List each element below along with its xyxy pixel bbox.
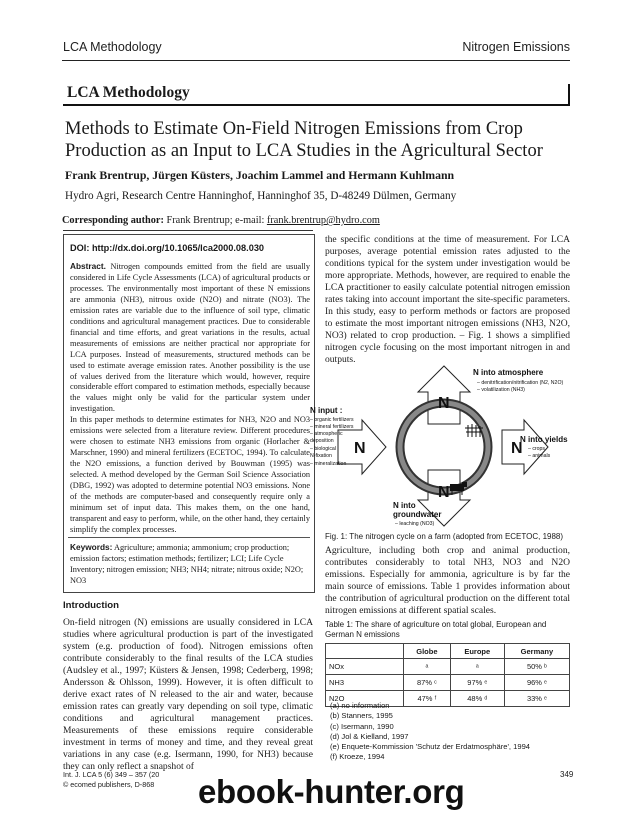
table-header: Europe	[450, 644, 504, 659]
footer-journal	[63, 770, 159, 790]
table-row	[326, 659, 570, 675]
intro-heading: Introduction	[63, 600, 119, 611]
label-leaching: – leaching (NO3)	[395, 521, 435, 527]
section-tag-bracket	[568, 84, 570, 104]
table-cell: 48% ᵈ	[450, 691, 504, 707]
intro-text: On-field nitrogen (N) emissions are usually considered in LCA studies where agricultural production is part of the investigated system (e.g. production of food). Nitrogen emissions often contribute considerably to the final results of the LCA studies (Audsley et al., 1997; Küsters & Jensen, 1998; Cederberg, 1998; Andersson & Ohlsson, 1999). However, it is often difficult to derive exact rates of N released to the air and water, because emission rates can greatly vary depending on soil type, climatic conditions and agricultural management practices. Measurements of these emissions require considerable investment in terms of money and time, and they reveal great variations in any case (e.g. Isermann, 1990, for NH3) because they can only reflect a snapshot of	[63, 617, 313, 772]
label-input-0: – organic fertilizers	[310, 417, 354, 423]
authors: Frank Brentrup, Jürgen Küsters, Joachim Lammel and Hermann Kuhlmann	[65, 168, 455, 182]
table-notes	[330, 701, 530, 763]
footer-publisher-line: © ecomed publishers, D-868	[63, 780, 155, 789]
table-note: (b) Stanners, 1995	[330, 711, 393, 721]
abstract-p2: In this paper methods to determine estimates for NH3, N2O and NO3 emissions were selected from a literature review. Different procedures were chosen to estimate NH3 emissions from organic (Horlacher & Marschner, 1990) and mineral fertilizers (ECETOC, 1994). To calculate the N2O emissions, a function derived by Bouwman (1995) was selected. A method developed by the German Soil Science Association (DBG, 1992) was adopted to determine potential NO3 emissions. None of the methods are computer-based and consequently require only a minimum set of input data. This makes them, on the one hand, transparent and easy to perform, while, on the other hand, they certainly simplify the complex processes.	[70, 415, 310, 534]
right-column-text-2: Agriculture, including both crop and animal production, contributes considerably to total NH3, NO3 and N2O emissions. Especially for ammonia, agriculture is by far the main source of emissions. Table 1 provides information about the contribution of agricultural production on the different total nitrogen emissions at different spatial scales.	[325, 545, 570, 616]
arrow-letter-top: N	[438, 395, 450, 412]
header-rule	[62, 60, 570, 61]
table-note: (e) Enquete-Kommission 'Schutz der Erdatmosphäre', 1994	[330, 742, 531, 752]
email-link[interactable]: frank.brentrup@hydro.com	[266, 215, 380, 226]
table-note: (a) no information	[330, 701, 390, 710]
label-denitrification: – denitrification/nitrification (N2, N2O)	[477, 380, 564, 386]
label-volatilization: – volatilization (NH3)	[477, 387, 525, 393]
abstract-label: Abstract.	[70, 261, 106, 271]
table-cell: ᵃ	[450, 659, 504, 675]
watermark: ebook-hunter.org	[198, 773, 465, 810]
right-column-text: the specific conditions at the time of measurement. For LCA purposes, average potential emission rates adjusted to the conditions typical for the system under investigation would be more appropriate. Methods, however, are required to enable the LCA practitioner to easily calculate potential nitrogen emission rates taking into account important the site-specific parameters. In this study, easy to perform methods or factors are proposed to estimate the most important nitrogen emissions (NH3, N2O, NO3) related to crop production. – Fig. 1 shows a simplified nitrogen cycle focusing on the most important nitrogen in and outputs.	[325, 234, 570, 365]
figure-caption: Fig. 1: The nitrogen cycle on a farm (adopted from ECETOC, 1988)	[325, 532, 564, 541]
table-cell: 47% ᶠ	[404, 691, 451, 707]
abstract-p1: Nitrogen compounds emitted from the field are usually considered in Life Cycle Assessments (LCA) of agricultural products or processes. The environmentally most important of these N emissions are ammonia (NH3), nitrous oxide (N2O) and nitrate (NO3). The emission rates are variable due to the influence of soil type, climatic conditions and agricultural management practices. Due to considerable financial and time efforts, and great variations in the results, actual measurements of emissions are neither practical nor appropriate for LCA purposes. Instead of measurements, structured methods can be used to estimate average emission rates. Another possibility is the use of values derived from the literature which would, however, require considerable effort compared to estimation methods, especially because the values might only be valid for the particular system under investigation.	[70, 262, 310, 414]
label-input-3: deposition	[310, 438, 334, 444]
table-cell: 87% ᶜ	[404, 675, 451, 691]
doi-link[interactable]: DOI: http://dx.doi.org/10.1065/lca2000.08.030	[70, 243, 265, 253]
table-cell: NOx	[326, 659, 404, 675]
table-caption: Table 1: The share of agriculture on total global, European and German N emissions	[325, 620, 547, 639]
corresponding-author	[62, 215, 380, 226]
corresponding-label: Corresponding author:	[62, 215, 164, 226]
corr-rule	[63, 230, 313, 231]
table-cell: 96% ᵉ	[504, 675, 569, 691]
emissions-table	[325, 643, 570, 707]
label-yield-0: – crops	[528, 446, 546, 452]
label-groundwater: groundwater	[393, 510, 442, 519]
running-header-left: LCA Methodology	[63, 40, 162, 54]
arrow-letter-right: N	[511, 440, 523, 457]
keywords-label: Keywords:	[70, 542, 113, 552]
table-cell: ᵃ	[404, 659, 451, 675]
label-input-2: – atmospheric	[310, 431, 343, 437]
corresponding-text: Frank Brentrup; e-mail:	[166, 215, 265, 226]
section-tag: LCA Methodology	[67, 84, 190, 101]
running-header-right: Nitrogen Emissions	[462, 40, 570, 54]
keywords-divider	[68, 537, 310, 538]
table-header-row	[326, 644, 570, 659]
table-header: Globe	[404, 644, 451, 659]
keywords	[70, 542, 310, 587]
affiliation: Hydro Agri, Research Centre Hanninghof, Hanninghof 35, D-48249 Dülmen, Germany	[65, 190, 457, 202]
keywords-text: Agriculture; ammonia; ammonium; crop production; emission factors; estimation methods; fertilizer; LCI; Life Cycle Inventory; nitrogen emission; NH3; NH4; nitrate; nitrous oxide; N2O; NO3	[70, 543, 304, 585]
nitrogen-cycle-figure	[310, 362, 580, 532]
abstract-text	[70, 261, 310, 536]
label-n-atmosphere: N into atmosphere	[473, 368, 544, 377]
label-input-6: – mineralization	[310, 461, 347, 467]
table-cell: 33% ᵉ	[504, 691, 569, 707]
abstract-box	[63, 234, 315, 593]
footer-journal-line: Int. J. LCA 5 (6) 349 – 357 (20	[63, 770, 160, 779]
label-n-input: N input :	[310, 406, 343, 415]
page-number: 349	[560, 770, 574, 779]
label-input-1: – mineral fertilizers	[310, 424, 354, 430]
table-cell: 97% ᵉ	[450, 675, 504, 691]
table-row	[326, 675, 570, 691]
table-cell: NH3	[326, 675, 404, 691]
arrow-letter-left: N	[354, 440, 366, 457]
table-header: Germany	[504, 644, 569, 659]
label-input-5: N-fixation	[310, 453, 332, 459]
table-note: (c) Isermann, 1990	[330, 721, 394, 731]
arrow-letter-bottom: N	[438, 484, 450, 501]
table-cell: N2O	[326, 691, 404, 707]
label-input-4: – biological	[310, 446, 336, 452]
table-note: (f) Kroeze, 1994	[330, 752, 385, 762]
label-yield-1: – animals	[528, 453, 551, 459]
label-n-into: N into	[393, 501, 416, 510]
table-note: (d) Jol & Kielland, 1997	[330, 731, 409, 741]
section-tag-rule	[63, 104, 570, 106]
table-cell: 50% ᵇ	[504, 659, 569, 675]
article-title: Methods to Estimate On-Field Nitrogen Emissions from Crop Production as an Input to LCA Studies in the Agricultural Sector	[65, 119, 543, 161]
table-header	[326, 644, 404, 659]
label-n-yields: N into yields	[520, 435, 568, 444]
